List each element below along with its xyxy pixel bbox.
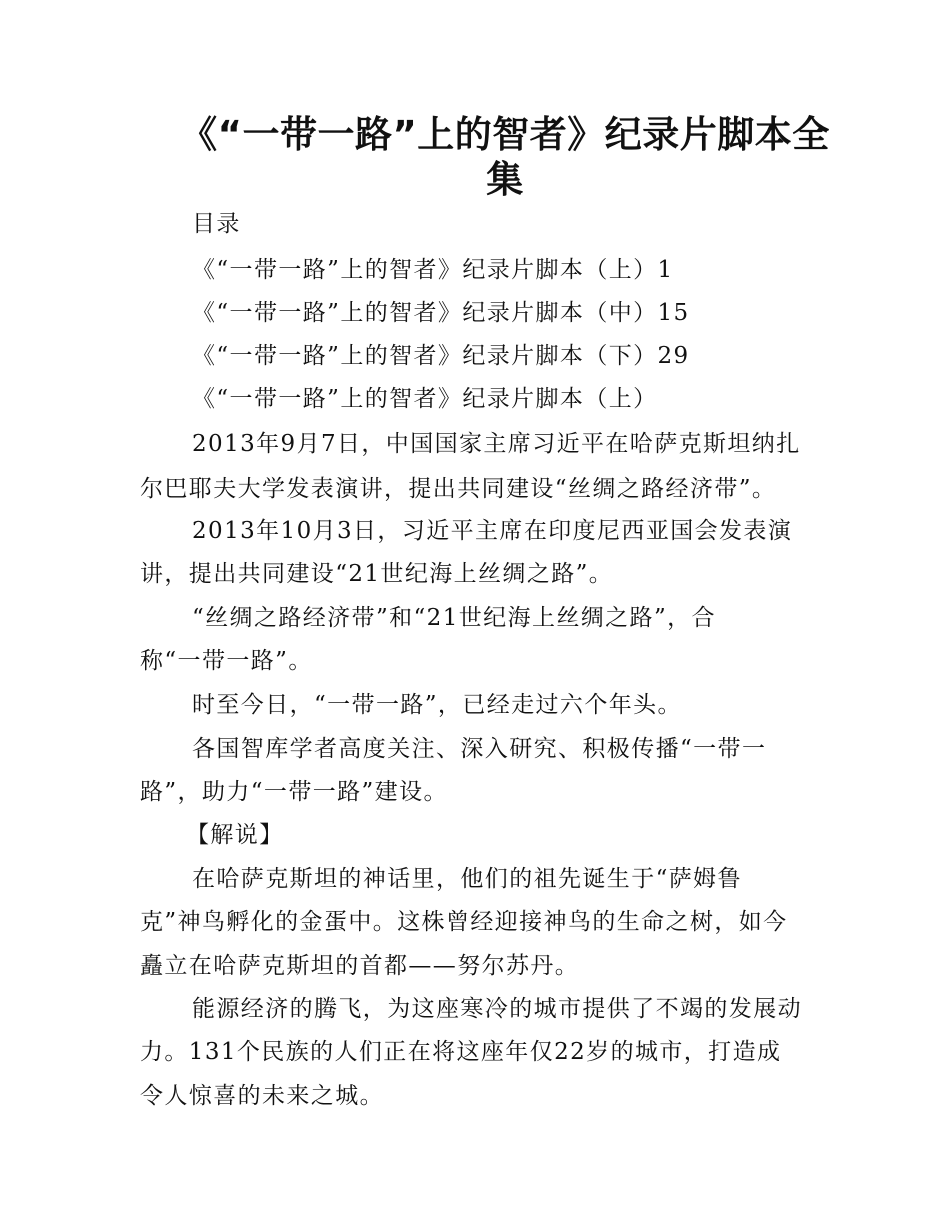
toc-item-lower: 《“一带一路”上的智者》纪录片脚本（下）29 xyxy=(192,343,690,369)
paragraph-3-line-1: “丝绸之路经济带”和“21世纪海上丝绸之路”，合 xyxy=(192,605,716,631)
paragraph-2-line-2: 讲，提出共同建设“21世纪海上丝绸之路”。 xyxy=(140,561,614,587)
toc-item-upper: 《“一带一路”上的智者》纪录片脚本（上）1 xyxy=(192,257,674,283)
document-title-line-1: 《“一带一路”上的智者》纪录片脚本全 xyxy=(180,113,830,156)
paragraph-7-line-1: 能源经济的腾飞，为这座寒冷的城市提供了不竭的发展动 xyxy=(192,996,802,1022)
paragraph-5-line-1: 各国智库学者高度关注、深入研究、积极传播“一带一 xyxy=(192,736,767,762)
paragraph-1-line-1: 2013年9月7日，中国国家主席习近平在哈萨克斯坦纳扎 xyxy=(192,431,801,457)
toc-heading: 目录 xyxy=(192,211,241,237)
paragraph-4-line-1: 时至今日，“一带一路”，已经走过六个年头。 xyxy=(192,692,682,718)
paragraph-6-line-2: 克”神鸟孵化的金蛋中。这株曾经迎接神鸟的生命之树，如今 xyxy=(140,909,788,935)
paragraph-2-line-1: 2013年10月3日，习近平主席在印度尼西亚国会发表演 xyxy=(192,518,793,544)
document-title-line-2: 集 xyxy=(486,158,524,201)
section-heading: 《“一带一路”上的智者》纪录片脚本（上） xyxy=(192,386,658,412)
document-title xyxy=(175,112,835,202)
toc-item-middle: 《“一带一路”上的智者》纪录片脚本（中）15 xyxy=(192,300,690,326)
paragraph-6-line-1: 在哈萨克斯坦的神话里，他们的祖先诞生于“萨姆鲁 xyxy=(192,866,742,892)
paragraph-7-line-3: 令人惊喜的未来之城。 xyxy=(140,1083,384,1109)
paragraph-1-line-2: 尔巴耶夫大学发表演讲，提出共同建设“丝绸之路经济带”。 xyxy=(140,476,777,502)
commentary-label: 【解说】 xyxy=(186,822,284,848)
paragraph-6-line-3: 矗立在哈萨克斯坦的首都——努尔苏丹。 xyxy=(140,953,580,979)
paragraph-5-line-2: 路”，助力“一带一路”建设。 xyxy=(140,779,448,805)
paragraph-3-line-2: 称“一带一路”。 xyxy=(140,648,313,674)
paragraph-7-line-2: 力。131个民族的人们正在将这座年仅22岁的城市，打造成 xyxy=(140,1039,782,1065)
